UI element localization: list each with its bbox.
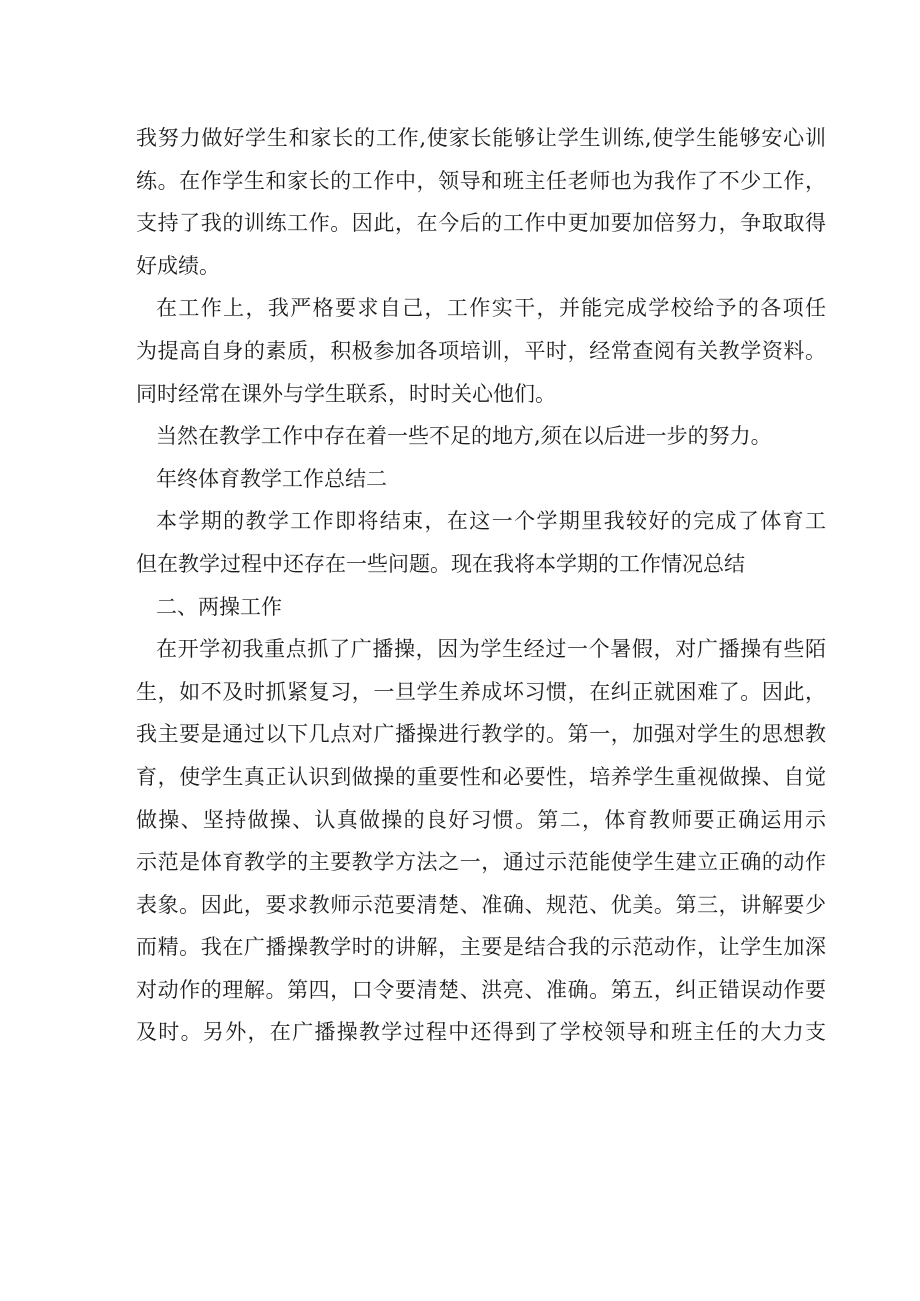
text-line: 示范是体育教学的主要教学方法之一，通过示范能使学生建立正确的动作 [136, 850, 826, 875]
text-line: 但在教学过程中还存在一些问题。现在我将本学期的工作情况总结 [136, 551, 745, 576]
text-line: 做操、坚持做操、认真做操的良好习惯。第二，体育教师要正确运用示 [136, 807, 826, 832]
text-line: 对动作的理解。第四，口令要清楚、洪亮、准确。第五，纠正错误动作要 [136, 977, 826, 1002]
text-line: 好成绩。 [136, 253, 220, 278]
text-line: 在工作上，我严格要求自己，工作实干，并能完成学校给予的各项任 [156, 296, 826, 321]
text-line: 当然在教学工作中存在着一些不足的地方,须在以后进一步的努力。 [156, 424, 772, 449]
text-line: 本学期的教学工作即将结束，在这一个学期里我较好的完成了体育工 [156, 509, 826, 534]
text-line: 支持了我的训练工作。因此，在今后的工作中更加要加倍努力，争取取得 [136, 211, 826, 236]
text-line: 我主要是通过以下几点对广播操进行教学的。第一，加强对学生的思想教 [136, 722, 826, 747]
document-page [136, 117, 826, 1054]
text-line: 表象。因此，要求教师示范要清楚、准确、规范、优美。第三，讲解要少 [136, 892, 826, 917]
text-line: 及时。另外，在广播操教学过程中还得到了学校领导和班主任的大力支 [136, 1020, 826, 1045]
text-line: 年终体育教学工作总结二 [156, 466, 387, 491]
text-line: 育，使学生真正认识到做操的重要性和必要性，培养学生重视做操、自觉 [136, 764, 826, 789]
text-line: 在开学初我重点抓了广播操，因为学生经过一个暑假，对广播操有些陌 [156, 637, 826, 662]
text-line: 我努力做好学生和家长的工作,使家长能够让学生训练,使学生能够安心训 [136, 126, 826, 150]
document-body [136, 117, 826, 1054]
text-line: 为提高自身的素质，积极参加各项培训，平时，经常查阅有关教学资料。 [136, 338, 826, 363]
text-line: 生，如不及时抓紧复习，一旦学生养成坏习惯，在纠正就困难了。因此， [136, 679, 826, 704]
text-line: 练。在作学生和家长的工作中，领导和班主任老师也为我作了不少工作， [136, 168, 826, 193]
text-line: 而精。我在广播操教学时的讲解，主要是结合我的示范动作，让学生加深 [136, 935, 826, 960]
text-line: 同时经常在课外与学生联系，时时关心他们。 [136, 381, 556, 406]
text-line: 二、两操工作 [156, 594, 282, 619]
